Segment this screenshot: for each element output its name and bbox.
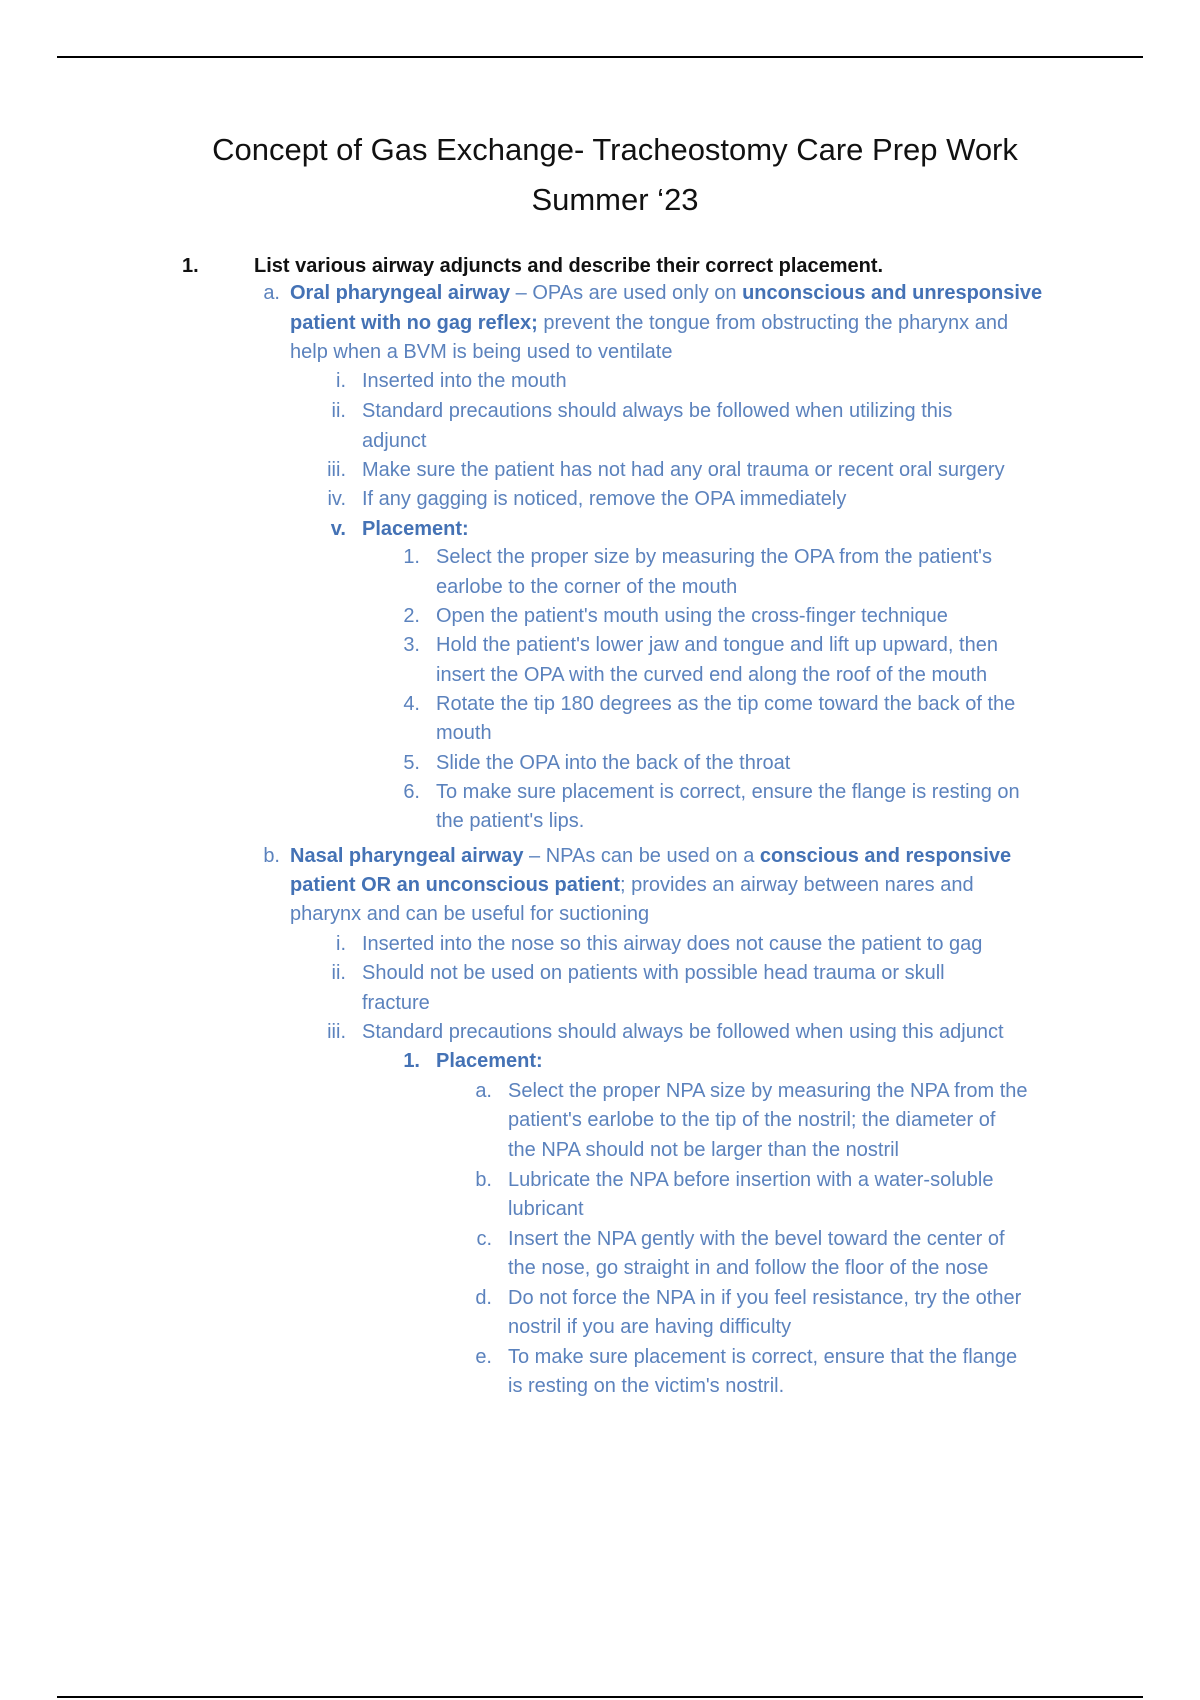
- npa-heading: Nasal pharyngeal airway: [290, 845, 524, 867]
- page-title: Concept of Gas Exchange- Tracheostomy Care Prep Work: [212, 132, 1018, 167]
- opa-emphasis: unconscious and unresponsive: [742, 282, 1043, 304]
- npa-intro: – NPAs can be used on a: [523, 845, 760, 867]
- list-marker: b.: [263, 845, 280, 867]
- header-rule: [57, 56, 1143, 58]
- footer-rule: [57, 1696, 1143, 1698]
- npa-emphasis: conscious and responsive: [759, 845, 1012, 867]
- npa-emphasis-2: patient OR an unconscious patient: [290, 874, 621, 896]
- list-marker: a.: [263, 282, 280, 304]
- question-number: 1.: [182, 255, 199, 277]
- opa-emphasis-2: patient with no gag reflex;: [290, 312, 538, 334]
- question-text: List various airway adjuncts and describe their correct placement.: [254, 255, 884, 277]
- page-subtitle: Summer ‘23: [531, 182, 699, 217]
- opa-heading: Oral pharyngeal airway: [290, 282, 511, 304]
- npa-intro-3: pharynx and can be useful for suctioning: [290, 903, 650, 925]
- opa-intro-3: help when a BVM is being used to ventilate: [290, 341, 673, 363]
- npa-intro-2: ; provides an airway between nares and: [620, 874, 974, 896]
- opa-intro-2: prevent the tongue from obstructing the pharynx and: [537, 312, 1009, 334]
- opa-intro: – OPAs are used only on: [510, 282, 743, 304]
